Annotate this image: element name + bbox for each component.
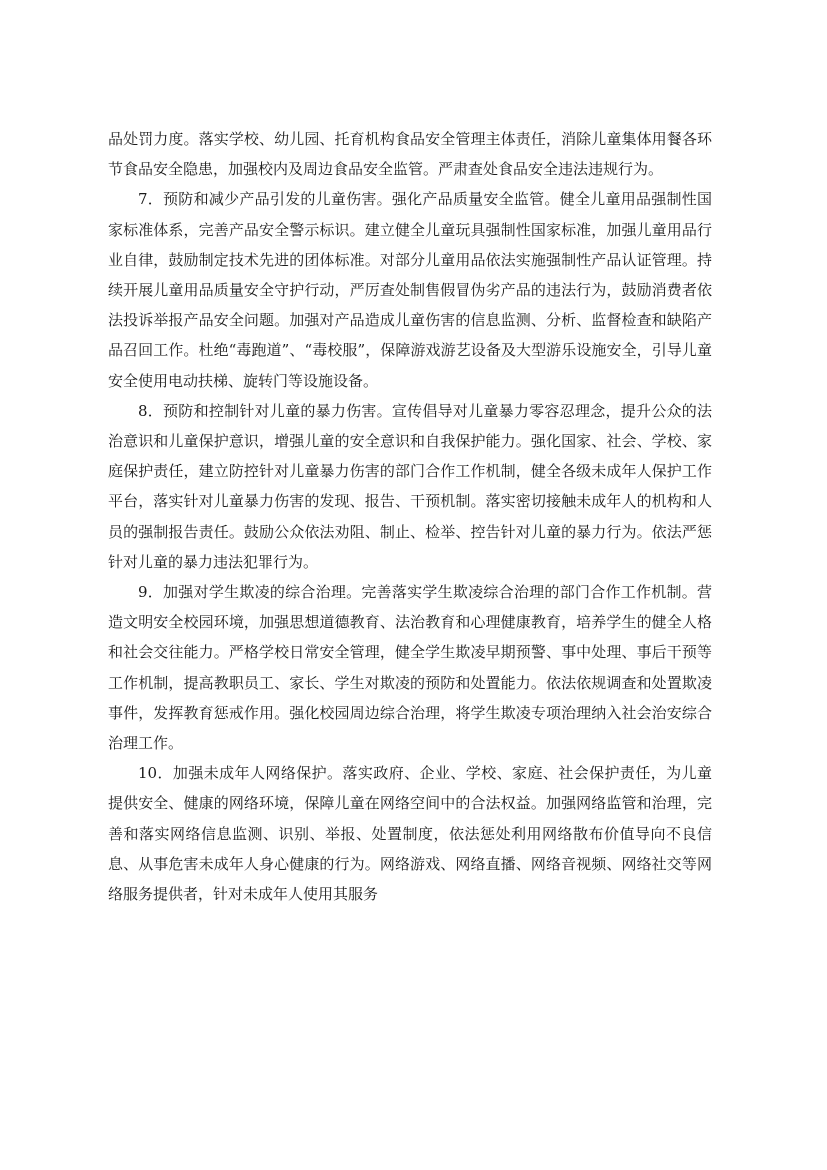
document-body	[108, 124, 712, 909]
paragraph-item-7: 7．预防和减少产品引发的儿童伤害。强化产品质量安全监管。健全儿童用品强制性国家标准体系，完善产品安全警示标识。建立健全儿童玩具强制性国家标准，加强儿童用品行业自律，鼓励制定技术先进的团体标准。对部分儿童用品依法实施强制性产品认证管理。持续开展儿童用品质量安全守护行动，严厉查处制售假冒伪劣产品的违法行为，鼓励消费者依法投诉举报产品安全问题。加强对产品造成儿童伤害的信息监测、分析、监督检查和缺陷产品召回工作。杜绝“毒跑道”、“毒校服”，保障游戏游艺设备及大型游乐设施安全，引导儿童安全使用电动扶梯、旋转门等设施设备。	[108, 190, 712, 390]
paragraph-continuation: 品处罚力度。落实学校、幼儿园、托育机构食品安全管理主体责任，消除儿童集体用餐各环节食品安全隐患，加强校内及周边食品安全监管。严肃查处食品安全违法违规行为。	[108, 130, 712, 179]
paragraph-item-10: 10．加强未成年人网络保护。落实政府、企业、学校、家庭、社会保护责任，为儿童提供安全、健康的网络环境，保障儿童在网络空间中的合法权益。加强网络监管和治理，完善和落实网络信息监测、识别、举报、处置制度，依法惩处利用网络散布价值导向不良信息、从事危害未成年人身心健康的行为。网络游戏、网络直播、网络音视频、网络社交等网络服务提供者，针对未成年人使用其服务	[108, 764, 712, 904]
paragraph-item-8: 8．预防和控制针对儿童的暴力伤害。宣传倡导对儿童暴力零容忍理念，提升公众的法治意识和儿童保护意识，增强儿童的安全意识和自我保护能力。强化国家、社会、学校、家庭保护责任，建立防控针对儿童暴力伤害的部门合作工作机制，健全各级未成年人保护工作平台，落实针对儿童暴力伤害的发现、报告、干预机制。落实密切接触未成年人的机构和人员的强制报告责任。鼓励公众依法劝阻、制止、检举、控告针对儿童的暴力行为。依法严惩针对儿童的暴力违法犯罪行为。	[108, 401, 712, 571]
paragraph-item-9: 9．加强对学生欺凌的综合治理。完善落实学生欺凌综合治理的部门合作工作机制。营造文明安全校园环境，加强思想道德教育、法治教育和心理健康教育，培养学生的健全人格和社会交往能力。严格学校日常安全管理，健全学生欺凌早期预警、事中处理、事后干预等工作机制，提高教职员工、家长、学生对欺凌的预防和处置能力。依法依规调查和处置欺凌事件，发挥教育惩戒作用。强化校园周边综合治理，将学生欺凌专项治理纳入社会治安综合治理工作。	[108, 583, 712, 753]
